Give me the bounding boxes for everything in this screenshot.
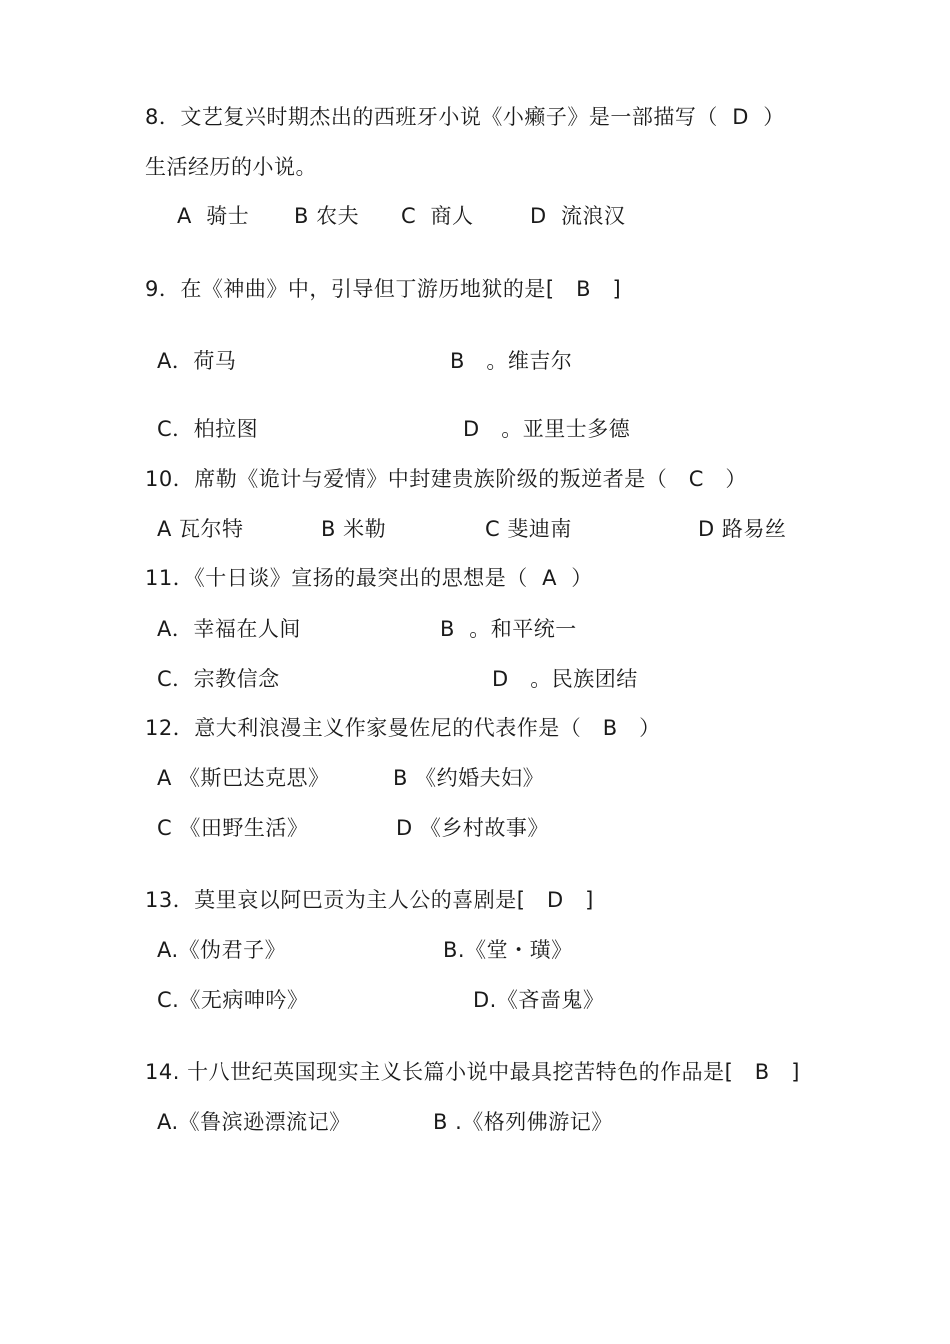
question-11-stem: 11．《十日谈》宣扬的最突出的思想是（ A ） xyxy=(145,566,593,590)
question-8-stem-line2: 生活经历的小说。 xyxy=(145,155,317,179)
question-12-option-b: B 《约婚夫妇》 xyxy=(393,766,545,790)
question-10-option-c: C 斐迪南 xyxy=(485,517,572,541)
question-14-option-b: B .《格列佛游记》 xyxy=(433,1110,613,1134)
question-9-option-b: B 。维吉尔 xyxy=(450,349,573,373)
question-11-option-a: A．幸福在人间 xyxy=(157,617,301,641)
question-8-option-a: A 骑士 xyxy=(177,204,250,228)
question-10-option-a: A 瓦尔特 xyxy=(157,517,244,541)
question-8-option-b: B 农夫 xyxy=(294,204,360,228)
question-9-option-c: C．柏拉图 xyxy=(157,417,259,441)
question-9-stem: 9．在《神曲》中，引导但丁游历地狱的是[ B ] xyxy=(145,277,622,301)
question-9-option-d: D 。亚里士多德 xyxy=(463,417,631,441)
question-13-option-d: D.《吝啬鬼》 xyxy=(473,988,605,1012)
question-14-stem: 14. 十八世纪英国现实主义长篇小说中最具挖苦特色的作品是[ B ] xyxy=(145,1060,800,1084)
question-12-option-c: C 《田野生活》 xyxy=(157,816,309,840)
question-13-option-a: A.《伪君子》 xyxy=(157,938,287,962)
question-8-option-d: D 流浪汉 xyxy=(530,204,626,228)
question-13-option-b: B.《堂・璜》 xyxy=(443,938,573,962)
question-10-option-b: B 米勒 xyxy=(321,517,387,541)
question-10-option-d: D 路易丝 xyxy=(698,517,787,541)
question-10-stem: 10．席勒《诡计与爱情》中封建贵族阶级的叛逆者是（ C ） xyxy=(145,467,747,491)
question-8-option-c: C 商人 xyxy=(401,204,474,228)
question-11-option-c: C．宗教信念 xyxy=(157,667,280,691)
question-9-option-a: A．荷马 xyxy=(157,349,237,373)
question-11-option-d: D 。民族团结 xyxy=(492,667,638,691)
question-13-stem: 13．莫里哀以阿巴贡为主人公的喜剧是[ D ] xyxy=(145,888,594,912)
question-12-stem: 12．意大利浪漫主义作家曼佐尼的代表作是（ B ） xyxy=(145,716,661,740)
question-12-option-a: A 《斯巴达克思》 xyxy=(157,766,330,790)
question-8-stem-line1: 8．文艺复兴时期杰出的西班牙小说《小癞子》是一部描写（ D ） xyxy=(145,105,785,129)
question-14-option-a: A.《鲁滨逊漂流记》 xyxy=(157,1110,351,1134)
question-11-option-b: B 。和平统一 xyxy=(440,617,577,641)
question-13-option-c: C.《无病呻吟》 xyxy=(157,988,309,1012)
question-12-option-d: D 《乡村故事》 xyxy=(396,816,549,840)
